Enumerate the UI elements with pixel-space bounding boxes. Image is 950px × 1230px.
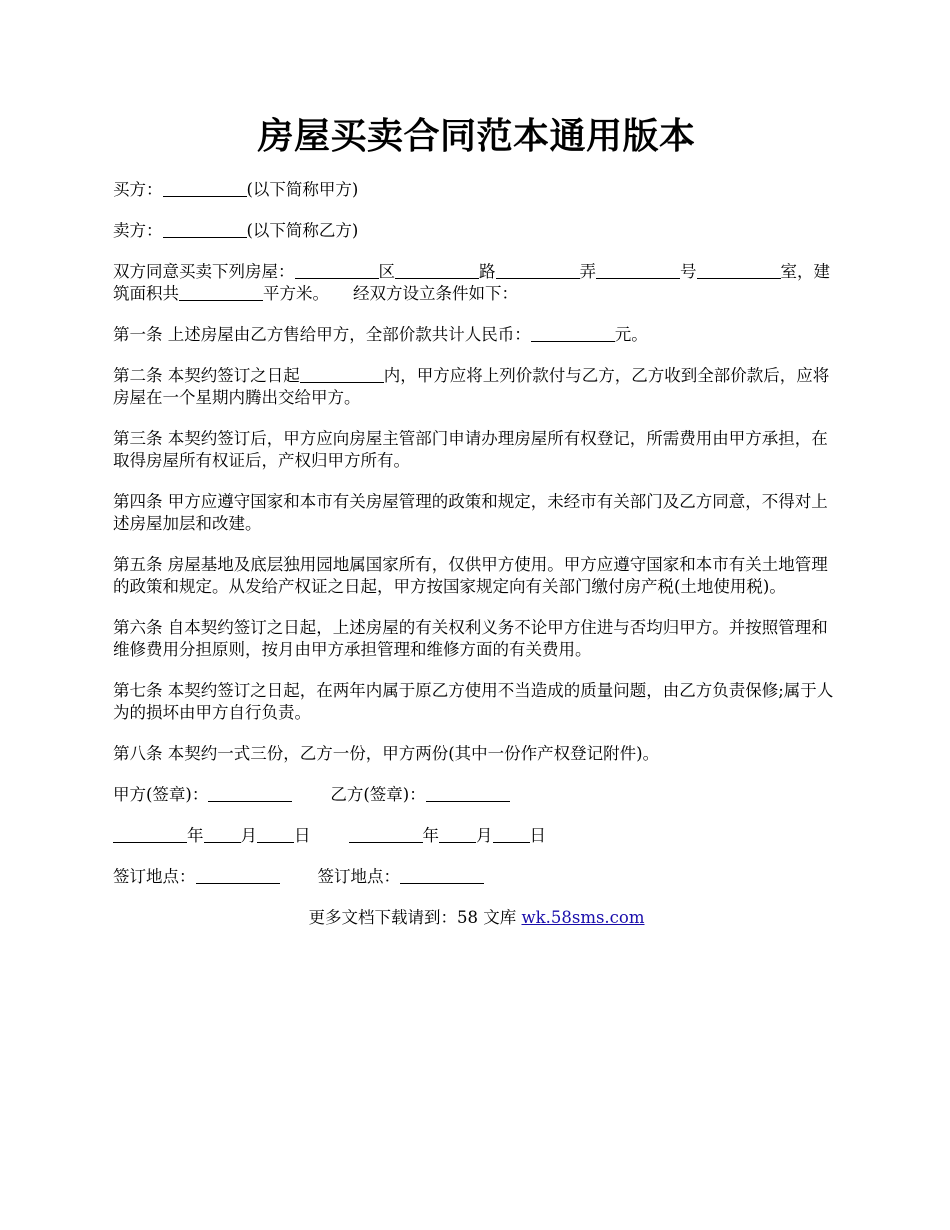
date-line <box>113 825 840 847</box>
area-blank <box>179 284 263 302</box>
buyer-label: 买方： <box>113 180 163 199</box>
seller-label: 卖方： <box>113 221 163 240</box>
party-a-signature-label: 甲方(签章)： <box>113 785 209 804</box>
price-blank <box>531 325 615 343</box>
property-prefix: 双方同意买卖下列房屋： <box>113 262 295 281</box>
room-label: 室， <box>780 262 814 281</box>
month-a-label: 月 <box>240 826 257 845</box>
article-1-suffix: 元。 <box>614 325 648 344</box>
place-a-label: 签订地点： <box>113 867 196 886</box>
article-6: 第六条 自本契约签订之日起，上述房屋的有关权利义务不论甲方住进与否均归甲方。并按照管理和维修费用分担原则，按月由甲方承担管理和维修方面的有关费用。 <box>113 618 828 659</box>
party-b-signature-label: 乙方(签章)： <box>330 785 426 804</box>
place-b-blank <box>400 867 484 885</box>
number-label: 号 <box>680 262 697 281</box>
year-b-label: 年 <box>422 826 439 845</box>
month-b-blank <box>439 826 476 844</box>
place-line <box>113 866 840 888</box>
year-a-blank <box>113 826 187 844</box>
day-a-blank <box>257 826 294 844</box>
conditions-text: 经双方设立条件如下： <box>353 284 518 303</box>
article-4: 第四条 甲方应遵守国家和本市有关房屋管理的政策和规定，未经市有关部门及乙方同意，不得对上述房屋加层和改建。 <box>113 492 828 533</box>
document-page <box>113 108 840 946</box>
seller-blank <box>163 221 247 239</box>
day-a-label: 日 <box>294 826 311 845</box>
article-1-prefix: 第一条 上述房屋由乙方售给甲方，全部价款共计人民币： <box>113 325 531 344</box>
article-8: 第八条 本契约一式三份，乙方一份，甲方两份(其中一份作产权登记附件)。 <box>113 744 660 763</box>
seller-line <box>113 220 840 242</box>
area-prefix: 建筑面积共 <box>113 262 830 303</box>
district-label: 区 <box>378 262 395 281</box>
article-3: 第三条 本契约签订后，甲方应向房屋主管部门申请办理房屋所有权登记，所需费用由甲方承担，在取得房屋所有权证后，产权归甲方所有。 <box>113 429 828 470</box>
number-blank <box>596 262 680 280</box>
day-b-label: 日 <box>529 826 546 845</box>
buyer-suffix: (以下简称甲方) <box>246 180 359 199</box>
article-5: 第五条 房屋基地及底层独用园地属国家所有，仅供甲方使用。甲方应遵守国家和本市有关土地管理的政策和规定。从发给产权证之日起，甲方按国家规定向有关部门缴付房产税(土地使用税)。 <box>113 555 828 596</box>
party-a-signature-blank <box>208 785 292 803</box>
document-title: 房屋买卖合同范本通用版本 <box>257 115 696 157</box>
article-2 <box>113 365 840 409</box>
signature-line <box>113 784 840 806</box>
year-b-blank <box>349 826 423 844</box>
buyer-blank <box>163 180 247 198</box>
property-paragraph <box>113 261 840 305</box>
footer-link[interactable]: wk.58sms.com <box>521 908 645 927</box>
district-blank <box>295 262 379 280</box>
footer <box>113 907 840 929</box>
payment-period-blank <box>300 366 384 384</box>
place-b-label: 签订地点： <box>317 867 400 886</box>
footer-text: 更多文档下载请到：58 文库 <box>308 908 522 927</box>
party-b-signature-blank <box>426 785 510 803</box>
year-a-label: 年 <box>187 826 204 845</box>
month-b-label: 月 <box>476 826 493 845</box>
article-2-prefix: 第二条 本契约签订之日起 <box>113 366 300 385</box>
room-blank <box>697 262 781 280</box>
road-blank <box>395 262 479 280</box>
buyer-line <box>113 179 840 201</box>
article-7: 第七条 本契约签订之日起，在两年内属于原乙方使用不当造成的质量问题，由乙方负责保修;属于人为的损坏由甲方自行负责。 <box>113 681 834 722</box>
area-suffix: 平方米。 <box>263 284 329 303</box>
day-b-blank <box>493 826 530 844</box>
month-a-blank <box>204 826 241 844</box>
seller-suffix: (以下简称乙方) <box>246 221 359 240</box>
article-2-suffix: 内，甲方应将上列价款付与乙方，乙方收到全部价款后，应将房屋在一个星期内腾出交给甲方。 <box>113 366 830 407</box>
article-1 <box>113 324 840 346</box>
place-a-blank <box>196 867 280 885</box>
lane-label: 弄 <box>579 262 596 281</box>
lane-blank <box>496 262 580 280</box>
road-label: 路 <box>479 262 496 281</box>
